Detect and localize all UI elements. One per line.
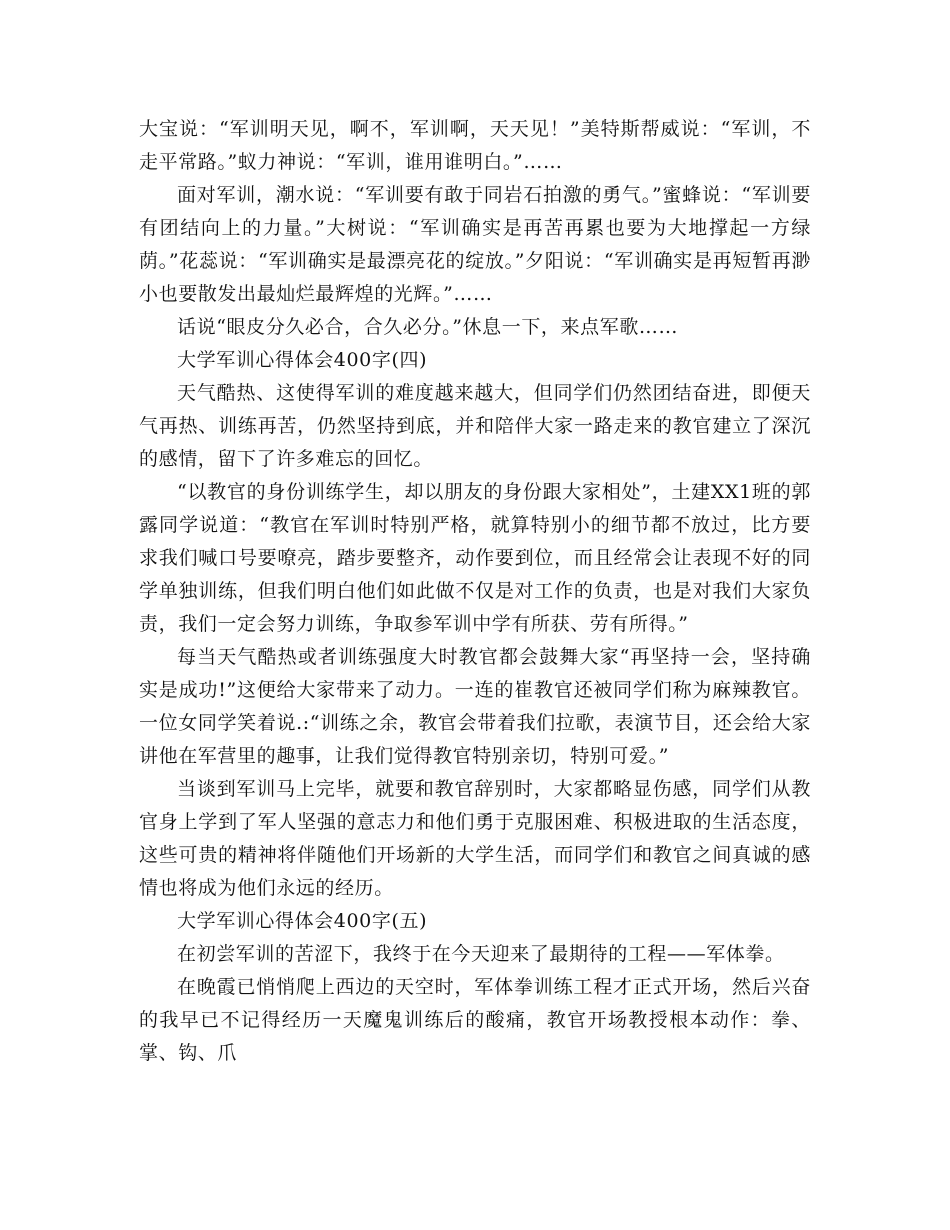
paragraph: 在晚霞已悄悄爬上西边的天空时，军体拳训练工程才正式开场，然后兴奋的我早已不记得经历一天魔鬼训练后的酸痛，教官开场教授根本动作：拳、掌、钩、爪 — [139, 976, 811, 1064]
paragraph: 每当天气酷热或者训练强度大时教官都会鼓舞大家“再坚持一会，坚持确实是成功!”这便给大家带来了动力。一连的崔教官还被同学们称为麻辣教官。一位女同学笑着说.:“训练之余，教官会带着我们拉歌，表演节目，还会给大家讲他在军营里的趣事，让我们觉得教官特别亲切，特别可爱。” — [139, 646, 811, 767]
section-heading-5: 大学军训心得体会400字(五) — [177, 910, 428, 932]
paragraph: 当谈到军训马上完毕，就要和教官辞别时，大家都略显伤感，同学们从教官身上学到了军人坚强的意志力和他们勇于克服困难、积极进取的生活态度，这些可贵的精神将伴随他们开场新的大学生活，而同学们和教官之间真诚的感情也将成为他们永远的经历。 — [139, 778, 811, 899]
document-body — [139, 113, 811, 1070]
paragraph: 面对军训，潮水说：“军训要有敢于同岩石拍激的勇气。”蜜蜂说：“军训要有团结向上的力量。”大树说：“军训确实是再苦再累也要为大地撑起一方绿荫。”花蕊说：“军训确实是最漂亮花的绽放。”夕阳说：“军训确实是再短暂再渺小也要散发出最灿烂最辉煌的光辉。”…… — [139, 184, 811, 305]
paragraph: 天气酷热、这使得军训的难度越来越大，但同学们仍然团结奋进，即便天气再热、训练再苦，仍然坚持到底，并和陪伴大家一路走来的教官建立了深沉的感情，留下了许多难忘的回忆。 — [139, 382, 811, 470]
paragraph: “以教官的身份训练学生，却以朋友的身份跟大家相处”，土建XX1班的郭露同学说道：“教官在军训时特别严格，就算特别小的细节都不放过，比方要求我们喊口号要嘹亮，踏步要整齐，动作要到位，而且经常会让表现不好的同学单独训练，但我们明白他们如此做不仅是对工作的负责，也是对我们大家负责，我们一定会努力训练，争取参军训中学有所获、劳有所得。” — [139, 481, 811, 635]
paragraph: 在初尝军训的苦涩下，我终于在今天迎来了最期待的工程——军体拳。 — [177, 943, 785, 965]
paragraph: 话说“眼皮分久必合，合久必分。”休息一下，来点军歌…… — [177, 316, 679, 338]
paragraph-continuation: 大宝说：“军训明天见，啊不，军训啊，天天见！”美特斯帮威说：“军训，不走平常路。”蚁力神说：“军训，谁用谁明白。”…… — [139, 118, 811, 173]
section-heading-4: 大学军训心得体会400字(四) — [177, 349, 428, 371]
